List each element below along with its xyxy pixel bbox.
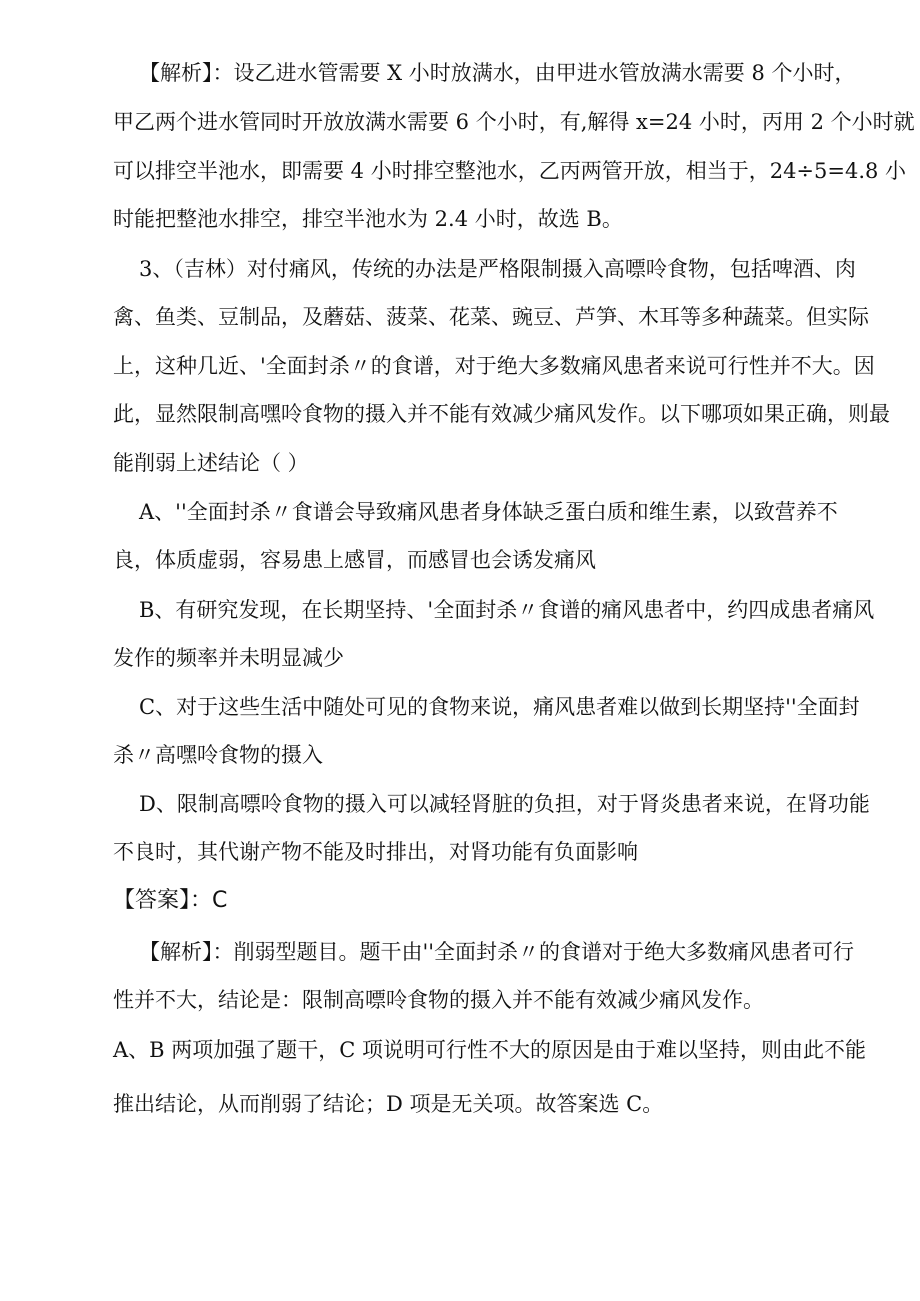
question-line-4: 此，显然限制高嘿呤食物的摄入并不能有效减少痛风发作。以下哪项如果正确，则最 (113, 402, 890, 426)
answer-value: ：C (190, 888, 228, 913)
analysis-2-text: ：削弱型题目。题干由''全面封杀〃的食谱对于绝大多数痛风患者可行 (212, 940, 855, 964)
analysis-2-line-1 (139, 938, 854, 966)
answer-row (113, 886, 227, 916)
analysis-2-line-2: 性并不大，结论是：限制高嘌呤食物的摄入并不能有效减少痛风发作。 (113, 988, 764, 1012)
question-line-2: 禽、鱼类、豆制品，及蘑菇、菠菜、花菜、豌豆、芦笋、木耳等多种蔬菜。但实际 (113, 305, 869, 329)
option-c-line-1: C、对于这些生活中随处可见的食物来说，痛风患者难以做到长期坚持''全面封 (139, 695, 860, 719)
option-b-line-2: 发作的频率并未明显减少 (113, 646, 344, 670)
answer-label: 【答案】 (113, 888, 191, 913)
option-b-line-1: B、有研究发现，在长期坚持、'全面封杀〃食谱的痛风患者中，约四成患者痛风 (139, 598, 875, 622)
option-d-line-2: 不良时，其代谢产物不能及时排出，对肾功能有负面影响 (113, 840, 638, 864)
question-line-3: 上，这种几近、'全面封杀〃的食谱，对于绝大多数痛风患者来说可行性并不大。因 (113, 354, 875, 378)
analysis-1-label: 【解析】 (139, 61, 213, 85)
question-line-1: 3、（吉林）对付痛风，传统的办法是严格限制摄入高嘌呤食物，包括啤酒、肉 (139, 257, 856, 281)
analysis-2-line-3: A、B 两项加强了题干，C 项说明可行性不大的原因是由于难以坚持，则由此不能 (113, 1038, 867, 1062)
analysis-1-line-4: 时能把整池水排空，排空半池水为 2.4 小时，故选 B。 (113, 207, 623, 231)
analysis-1-line-1 (139, 59, 856, 87)
analysis-1-text: ：设乙进水管需要 X 小时放满水，由甲进水管放满水需要 8 个小时， (212, 61, 856, 85)
analysis-1-line-3: 可以排空半池水，即需要 4 小时排空整池水，乙丙两管开放，相当于，24÷5=4.8 小 (113, 159, 907, 183)
option-c-line-2: 杀〃高嘿呤食物的摄入 (113, 743, 323, 767)
analysis-2-label: 【解析】 (139, 940, 213, 964)
option-a-line-1: A、''全面封杀〃食谱会导致痛风患者身体缺乏蛋白质和维生素，以致营养不 (139, 500, 838, 524)
analysis-1-line-2: 甲乙两个进水管同时开放放满水需要 6 个小时，有,解得 x=24 小时，丙用 2 个小时就 (113, 110, 915, 134)
option-d-line-1: D、限制高嘌呤食物的摄入可以减轻肾脏的负担，对于肾炎患者来说，在肾功能 (139, 792, 870, 816)
question-line-5: 能削弱上述结论（ ） (113, 451, 309, 475)
option-a-line-2: 良，体质虚弱，容易患上感冒，而感冒也会诱发痛风 (113, 548, 596, 572)
analysis-2-line-4: 推出结论，从而削弱了结论；D 项是无关项。故答案选 C。 (113, 1092, 664, 1116)
